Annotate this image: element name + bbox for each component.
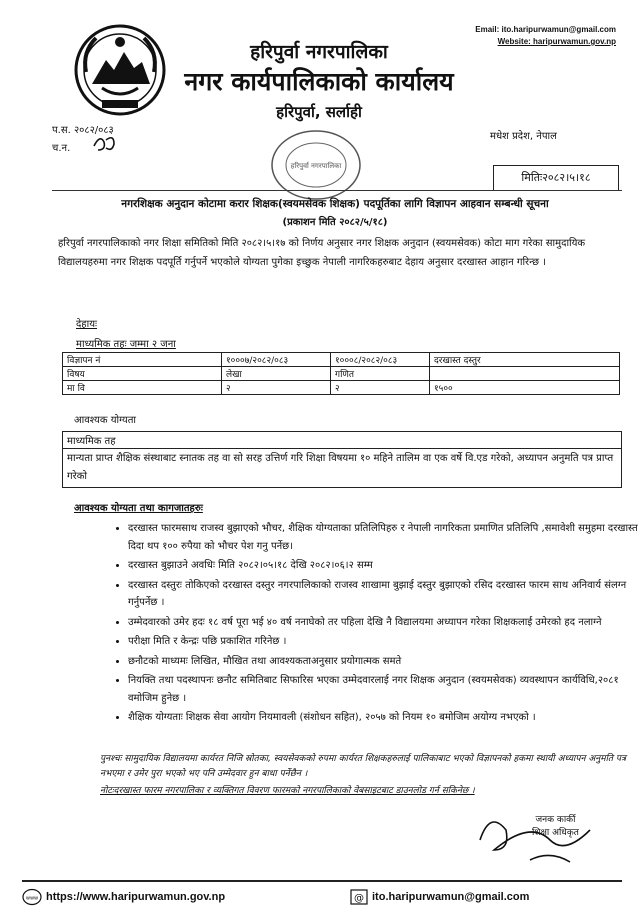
- notice-date: मितिः२०८२।५।१८: [493, 165, 619, 191]
- list-item: • शैक्षिक योग्यताः शिक्षक सेवा आयोग नियमावली (संशोधन सहित), २०५७ को नियम १० बमोजिम अयोग्य नभएको ।: [128, 709, 638, 727]
- reference-year: प.स. २०८२/०८३: [52, 125, 114, 136]
- table-cell: १०००८/२०८२/०८३: [331, 353, 430, 367]
- footer-website[interactable]: https://www.haripurwamun.gov.np: [46, 891, 226, 903]
- table-row: [63, 367, 620, 381]
- office-stamp: [262, 124, 370, 206]
- list-item: • छनौटको माध्यमः लिखित, मौखित तथा आवश्यकताअनुसार प्रयोगात्मक समते: [128, 653, 638, 671]
- postscript-note: पुनश्चः सामुदायिक विद्यालयमा कार्यरत निजि स्रोतका, स्वयसेवकको रुपमा कार्यरत शिक्षकहरुलाई पालिकाबाट भएको विज्ञापनको हकमा स्थायी अध्यापन अनुमति पत्र नभएमा र उमेर पुरा भएको भए पनि उम्मेदवार हुन बाधा पर्नेछैन ।: [100, 754, 626, 779]
- header-email: Email: ito.haripurwamun@gmail.com: [475, 25, 616, 34]
- list-item: • नियक्ति तथा पदस्थापनः छनौट समितिबाट सिफारिस भएका उम्मेदवारलाई नगर शिक्षक अनुदान (स्वयमसेवक) व्यवस्थापन कार्यविधि,२०८१ वमोजिम हुनेछ ।: [128, 672, 638, 707]
- table-cell: विज्ञापन नं: [63, 353, 222, 367]
- list-item: • दरखास्त बुझाउने अवधिः मिति २०८२।०५।१८ देखि २०८२।०६।२ सम्म: [128, 557, 638, 575]
- province-label: मधेश प्रदेश, नेपाल: [490, 131, 557, 142]
- qualification-text: मान्यता प्राप्त शैक्षिक संस्थाबाट स्नातक तह वा सो सरह उत्तिर्ण गरि शिक्षा विषयमा १० महिने तालिम वा एक वर्षे वि.एड गरेको, अध्यापन अनुमति पत्र प्राप्त गरेको: [63, 448, 621, 487]
- stamp-text: हरिपुर्वा नगरपालिका: [290, 162, 342, 170]
- dispatch-number: च.न.: [52, 143, 71, 154]
- documents-label: आवश्यक योग्यता तथा कागजातहरुः: [74, 503, 203, 514]
- table-cell: १०००७/२०८२/०८३: [222, 353, 331, 367]
- svg-text:www: www: [25, 895, 39, 902]
- table-cell: १५००: [430, 381, 620, 395]
- vacancy-table: [62, 352, 620, 395]
- level-heading: माध्यमिक तहः जम्मा २ जना: [76, 339, 176, 350]
- table-cell: लेखा: [222, 367, 331, 381]
- qualification-box: [62, 431, 622, 488]
- header-divider: [52, 190, 622, 191]
- footer-email[interactable]: ito.haripurwamun@gmail.com: [372, 891, 530, 903]
- dispatch-number-handwritten: [92, 132, 118, 154]
- svg-text:@: @: [354, 893, 364, 904]
- signer-title: शिक्षा अधिकृत: [532, 828, 579, 838]
- qualification-level: माध्यमिक तह: [67, 436, 116, 447]
- list-item: • उम्मेदवारको उमेर हदः १८ वर्ष पूरा भई ४० वर्ष ननाघेको तर पहिला देखि नै विद्यालयमा अध्यापन गरेका शिक्षकलाई उमेरको हद नलाग्ने: [128, 614, 638, 632]
- notice-title: नगरशिक्षक अनुदान कोटामा करार शिक्षक(स्वयमसेवक शिक्षक) पदपूर्तिका लागि विज्ञापन आहवान सम्बन्धी सूचना: [121, 198, 549, 210]
- download-note: नोटःदरखास्त फारम नगरपालिका र व्यक्तिगत विवरण फारमको नगरपालिकाको वेबसाइटबाट डाउनलोड गर्न सकिनेछ ।: [100, 786, 475, 796]
- documents-list: [112, 520, 638, 729]
- table-cell: विषय: [63, 367, 222, 381]
- required-qualification-label: आवश्यक योग्यता: [74, 415, 136, 426]
- table-cell: मा वि: [63, 381, 222, 395]
- notice-intro: हरिपुर्वा नगरपालिकाको नगर शिक्षा समितिको मिति २०८२।५।१७ को निर्णय अनुसार नगर शिक्षक अनुदान (स्वयमसेवक) कोटा माग गरेका सामुदायिक विद्यालयहरुमा नगर शिक्षक पदपूर्ति गर्नुपर्ने भएकोले योग्यता पुगेका इच्छुक नेपाली नागरिकहरुबाट देहाय अनुसार दरखास्त आहान गरिन्छ ।: [58, 238, 586, 268]
- signer-name: जनक कार्की: [535, 815, 576, 825]
- table-cell: २: [331, 381, 430, 395]
- signer-block: [532, 814, 579, 840]
- email-icon: [350, 888, 368, 906]
- notice-publication-date: (प्रकाशन मिति २०८२/५/१८): [282, 217, 388, 228]
- list-item: • दरखास्त फारमसाथ राजस्व बुझाएको भौचर, शैक्षिक योग्यताका प्रतिलिपिहरु र नेपाली नागरिकता प्रमाणित प्रतिलिपि ,समावेशी समुहमा दरखास्त दिदा थप १०० रुपैया को भौचर पेश गनु पर्नेछ।: [128, 520, 638, 555]
- list-item: • दरखास्त दस्तुरः तोकिएको दरखास्त दस्तुर नगरपालिकाको राजस्व शाखामा बुझाई दस्तुर बुझाएको रसिद दरखास्त फारम साथ अनिवार्य संलग्न गर्नुपर्नेछ ।: [128, 577, 638, 612]
- table-cell: [430, 367, 620, 381]
- header-website: Website: haripurwamun.gov.np: [497, 37, 616, 46]
- details-label: देहायः: [76, 319, 98, 330]
- globe-icon: [22, 888, 42, 906]
- list-item: • परीक्षा मिति र केन्द्रः पछि प्रकाशित गरिनेछ ।: [128, 633, 638, 651]
- table-cell: दरखास्त दस्तुर: [430, 353, 620, 367]
- table-row: [63, 353, 620, 367]
- table-cell: गणित: [331, 367, 430, 381]
- table-cell: २: [222, 381, 331, 395]
- footer-divider: [22, 880, 622, 882]
- municipality-name: हरिपुर्वा नगरपालिका: [250, 41, 388, 63]
- office-name: नगर कार्यपालिकाको कार्यालय: [184, 67, 454, 96]
- office-place: हरिपुर्वा, सर्लाही: [276, 103, 362, 121]
- table-row: [63, 381, 620, 395]
